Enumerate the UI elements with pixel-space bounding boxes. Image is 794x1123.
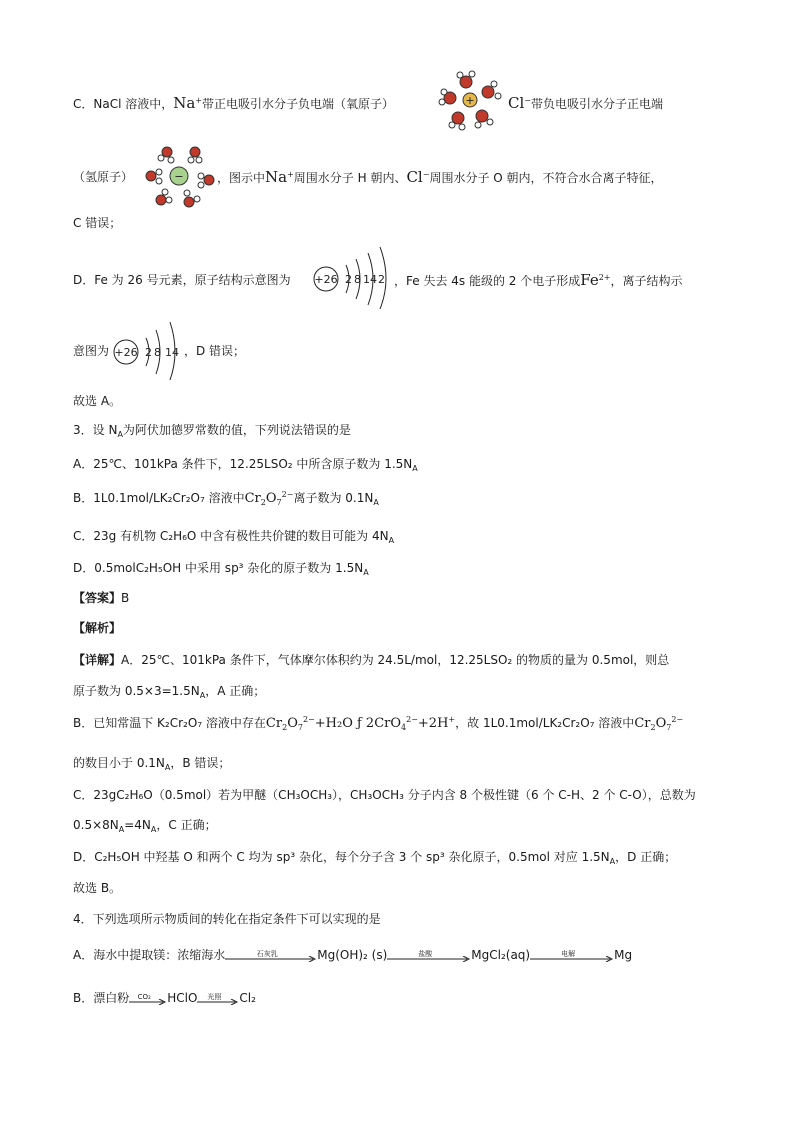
- arrow-hydrochloric-acid: 盐酸: [387, 947, 471, 965]
- answer-value: B: [121, 591, 130, 605]
- question-3-stem: 3．设 $N_A$为阿伏加德罗常数的值，下列说法错误的是: [73, 423, 351, 439]
- detail-d-line-1: D．C₂H₅OH 中羟基 O 和两个 C 均为 sp³ 杂化，每个分子含 3 个 sp³ 杂化原子，0.5mol 对应 $1.5N_A$，D 正确；: [73, 850, 677, 866]
- na-ion: Na+: [173, 94, 203, 112]
- svg-text:+26: +26: [314, 273, 338, 286]
- question-3-option-b: B．1L0.1mol/LK₂Cr₂O₇ 溶液中$Cr_2O_7^{2-}$离子数为 $0.1N_A$: [73, 490, 379, 507]
- svg-text:14: 14: [363, 273, 377, 286]
- option-d-line-2a: 意图为: [73, 344, 110, 358]
- svg-text:+: +: [465, 94, 475, 107]
- option-d-line-1a: D．Fe 为 26 号元素，原子结构示意图为: [73, 273, 291, 287]
- svg-text:14: 14: [165, 346, 179, 359]
- svg-text:−: −: [174, 170, 184, 183]
- detail-a-line-1: 【详解】A．25℃、101kPa 条件下，气体摩尔体积约为 24.5L/mol，12.25LSO₂ 的物质的量为 0.5mol，则总: [73, 653, 670, 667]
- svg-text:+26: +26: [114, 346, 138, 359]
- svg-text:8: 8: [354, 273, 361, 286]
- detail-b-line-2: 的数目小于 $0.1N_A$，B 错误；: [73, 756, 231, 772]
- option-c-line-2b: ，图示中Na+周围水分子 H 朝内、Cl−周围水分子 O 朝内，不符合水合离子特征，: [217, 168, 663, 186]
- question-4-option-a: A．海水中提取镁：浓缩海水 石灰乳 Mg(OH)₂ (s) 盐酸 MgCl₂(aq) 电解 Mg: [73, 946, 632, 965]
- option-c-line-1: C．NaCl 溶液中，Na+带正电吸引水分子负电端（氧原子）: [73, 94, 395, 112]
- conclusion-2: 故选 B。: [73, 881, 122, 895]
- question-3-option-a: A．25℃、101kPa 条件下，12.25LSO₂ 中所含原子数为 $1.5N_A$: [73, 457, 418, 473]
- arrow-lime-milk: 石灰乳: [225, 947, 317, 965]
- dichromate-ion: $Cr_2O_7^{2-}$: [244, 490, 294, 507]
- hydrated-chloride-ion-diagram: [143, 144, 215, 208]
- fe-ion-structure-diagram: [112, 318, 184, 382]
- option-c-line-1b: Cl−带负电吸引水分子正电端: [508, 94, 663, 112]
- question-4-stem: 4．下列选项所示物质间的转化在指定条件下可以实现的是: [73, 912, 381, 926]
- option-d-line-1b: ，Fe 失去 4s 能级的 2 个电子形成$Fe^{2+}$，离子结构示: [394, 271, 683, 289]
- conclusion-1: 故选 A。: [73, 394, 122, 408]
- detail-c-line-2: $0.5\times 8N_A=4N_A$，C 正确；: [73, 818, 217, 834]
- option-d-line-2b: ，D 错误；: [184, 344, 246, 358]
- detail-a-line-2: 原子数为 $0.5\times 3=1.5N_A$，A 正确；: [73, 684, 266, 700]
- question-3-option-d: D．0.5molC₂H₅OH 中采用 sp³ 杂化的原子数为 $1.5N_A$: [73, 561, 369, 577]
- cl-ion: Cl−: [508, 94, 531, 112]
- answer-line: 【答案】B: [73, 591, 130, 605]
- detail-b-line-1: B．已知常温下 K₂Cr₂O₇ 溶液中存在$Cr_2O_7^{2-}+H_2O$ ƒ 2CrO$_4^{2-}$+2H+，故 1L0.1mol/LK₂Cr₂O₇ 溶液中$Cr_2O_7^{2-}$: [73, 715, 684, 732]
- svg-text:8: 8: [154, 346, 161, 359]
- option-c-line-3: C 错误；: [73, 216, 122, 230]
- fe-atom-structure-diagram: [312, 245, 392, 309]
- arrow-co2: CO₂: [129, 990, 167, 1008]
- arrow-electrolysis: 电解: [530, 947, 614, 965]
- question-3-option-c: C．23g 有机物 C₂H₆O 中含有极性共价键的数目可能为 $4N_A$: [73, 529, 395, 545]
- detail-c-line-1: C．23gC₂H₆O（0.5mol）若为甲醚（CH₃OCH₃），CH₃OCH₃ 分子内含 8 个极性键（6 个 C-H、2 个 C-O），总数为: [73, 788, 696, 802]
- analysis-heading: 【解析】: [73, 621, 122, 635]
- svg-text:2: 2: [378, 273, 385, 286]
- question-4-option-b: B．漂白粉 CO₂ HClO 光照 Cl₂: [73, 989, 256, 1008]
- svg-text:2: 2: [345, 273, 352, 286]
- arrow-light: 光照: [197, 990, 239, 1008]
- hydrated-sodium-ion-diagram: [438, 70, 504, 132]
- svg-text:2: 2: [145, 346, 152, 359]
- option-c-line-2a: （氢原子）: [73, 170, 134, 184]
